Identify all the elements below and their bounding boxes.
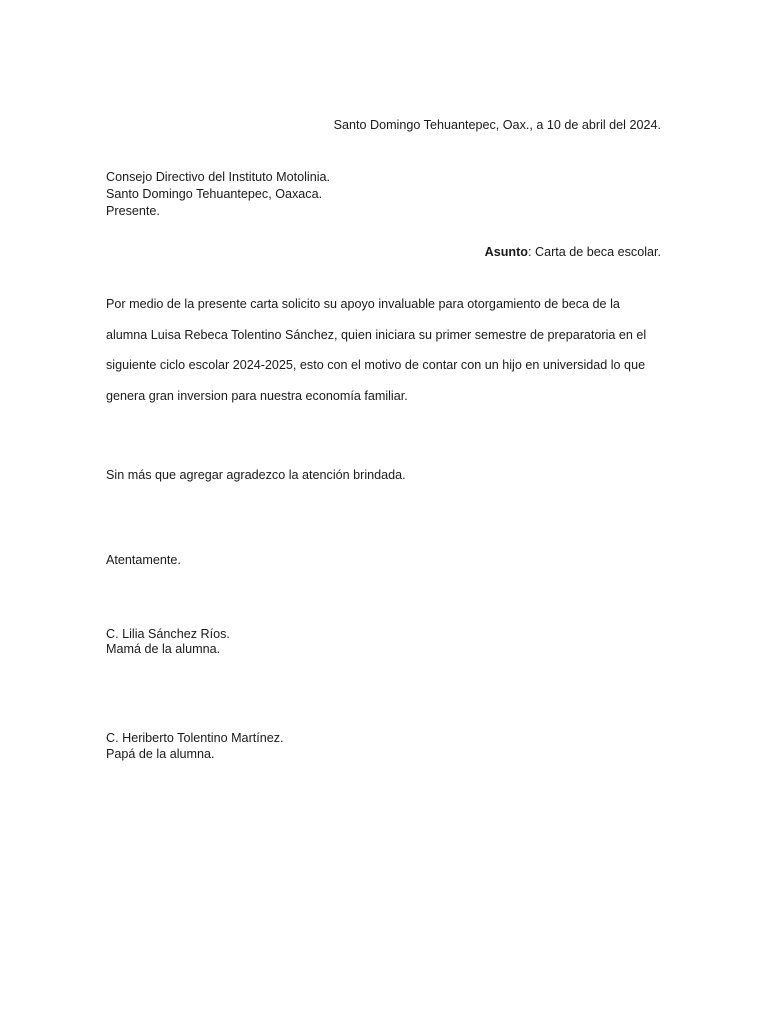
valediction: Atentamente. <box>106 553 181 567</box>
recipient-line-institution: Consejo Directivo del Instituto Motolinia. <box>106 170 330 184</box>
closing-sentence: Sin más que agregar agradezco la atención brindada. <box>106 468 406 482</box>
body-line-3: siguiente ciclo escolar 2024-2025, esto con el motivo de contar con un hijo en universidad lo que <box>106 358 646 372</box>
signatory-father-role: Papá de la alumna. <box>106 747 215 761</box>
recipient-line-presente: Presente. <box>106 204 160 218</box>
signatory-mother-name: C. Lilia Sánchez Ríos. <box>106 627 230 641</box>
subject-line <box>485 244 661 260</box>
body-line-1: Por medio de la presente carta solicito su apoyo invaluable para otorgamiento de beca de la <box>106 297 620 311</box>
subject-label: Asunto <box>484 245 528 259</box>
recipient-line-city: Santo Domingo Tehuantepec, Oaxaca. <box>106 187 323 201</box>
subject-text: : Carta de beca escolar. <box>527 245 661 259</box>
signatory-mother-role: Mamá de la alumna. <box>106 642 221 656</box>
signatory-father-name: C. Heriberto Tolentino Martínez. <box>106 731 284 745</box>
place-date: Santo Domingo Tehuantepec, Oax., a 10 de abril del 2024. <box>333 118 661 132</box>
body-line-2: alumna Luisa Rebeca Tolentino Sánchez, quien iniciara su primer semestre de preparatoria en el <box>106 328 647 342</box>
body-line-4: genera gran inversion para nuestra economía familiar. <box>106 389 408 403</box>
